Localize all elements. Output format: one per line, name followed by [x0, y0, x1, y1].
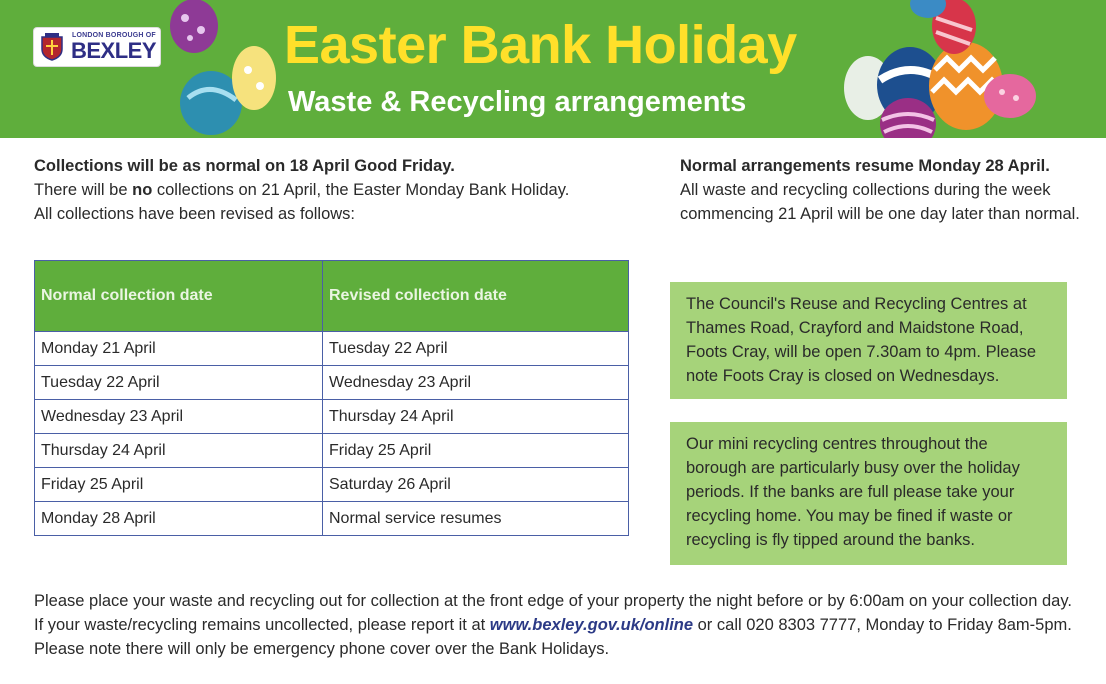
logo-wordmark: BEXLEY	[71, 38, 157, 63]
egg-purple-icon	[170, 0, 218, 53]
egg-yellow-icon	[232, 46, 276, 110]
footer-text-pre: Please place your waste and recycling out for collection at the front edge of your property the night before or by 6:00am on your collection day. If your waste/recycling remains uncollected, please report it at	[34, 592, 1072, 634]
normal-date-cell: Monday 28 April	[35, 502, 323, 536]
egg-pink-icon	[984, 74, 1036, 118]
logo-caption: LONDON BOROUGH OF	[72, 32, 156, 39]
table-row	[35, 400, 629, 434]
footer-paragraph	[34, 589, 1084, 661]
intro-line-2	[34, 178, 634, 202]
revised-date-cell: Saturday 26 April	[323, 468, 629, 502]
bexley-online-link[interactable]: www.bexley.gov.uk/online	[489, 616, 694, 634]
footer-text	[34, 589, 1084, 661]
normal-date-cell: Tuesday 22 April	[35, 366, 323, 400]
intro-line-3: All collections have been revised as follows:	[34, 205, 356, 223]
resume-notice	[680, 154, 1080, 226]
intro-line-2-post: collections on 21 April, the Easter Monday Bank Holiday.	[152, 181, 570, 199]
mini-recycling-notice: Our mini recycling centres throughout the borough are particularly busy over the holiday periods. If the banks are full please take your recycling home. You may be fined if waste or recycling is fly tipped around the banks.	[670, 422, 1067, 565]
revised-date-cell: Tuesday 22 April	[323, 332, 629, 366]
intro-line-2-pre: There will be	[34, 181, 133, 199]
intro-line-2-bold: no	[132, 181, 153, 199]
intro-text	[34, 154, 634, 226]
resume-heading: Normal arrangements resume Monday 28 April.	[680, 157, 1050, 175]
revised-date-cell: Normal service resumes	[323, 502, 629, 536]
recycling-centres-notice: The Council's Reuse and Recycling Centres at Thames Road, Crayford and Maidstone Road, Foots Cray, will be open 7.30am to 4pm. Please note Foots Cray is closed on Wednesdays.	[670, 282, 1067, 399]
page-subtitle: Waste & Recycling arrangements	[288, 86, 747, 118]
normal-date-cell: Wednesday 23 April	[35, 400, 323, 434]
header-banner	[0, 0, 1106, 138]
table-row	[35, 332, 629, 366]
normal-date-cell: Friday 25 April	[35, 468, 323, 502]
collection-schedule-table	[34, 260, 629, 536]
table-row	[35, 502, 629, 536]
footer-text-post: or call 020 8303 7777, Monday to Friday 8am-5pm. Please note there will only be emergency phone cover over the Bank Holidays.	[34, 616, 1072, 658]
revised-date-cell: Thursday 24 April	[323, 400, 629, 434]
normal-date-cell: Thursday 24 April	[35, 434, 323, 468]
table-row	[35, 468, 629, 502]
intro-line-1: Collections will be as normal on 18 April Good Friday.	[34, 157, 455, 175]
table-row	[35, 434, 629, 468]
column-header-normal: Normal collection date	[35, 261, 323, 332]
table-header-row	[35, 261, 629, 332]
table-row	[35, 366, 629, 400]
revised-date-cell: Friday 25 April	[323, 434, 629, 468]
resume-body: All waste and recycling collections during the week commencing 21 April will be one day later than normal.	[680, 181, 1080, 223]
normal-date-cell: Monday 21 April	[35, 332, 323, 366]
revised-date-cell: Wednesday 23 April	[323, 366, 629, 400]
page-title: Easter Bank Holiday	[284, 15, 797, 75]
column-header-revised: Revised collection date	[323, 261, 629, 332]
